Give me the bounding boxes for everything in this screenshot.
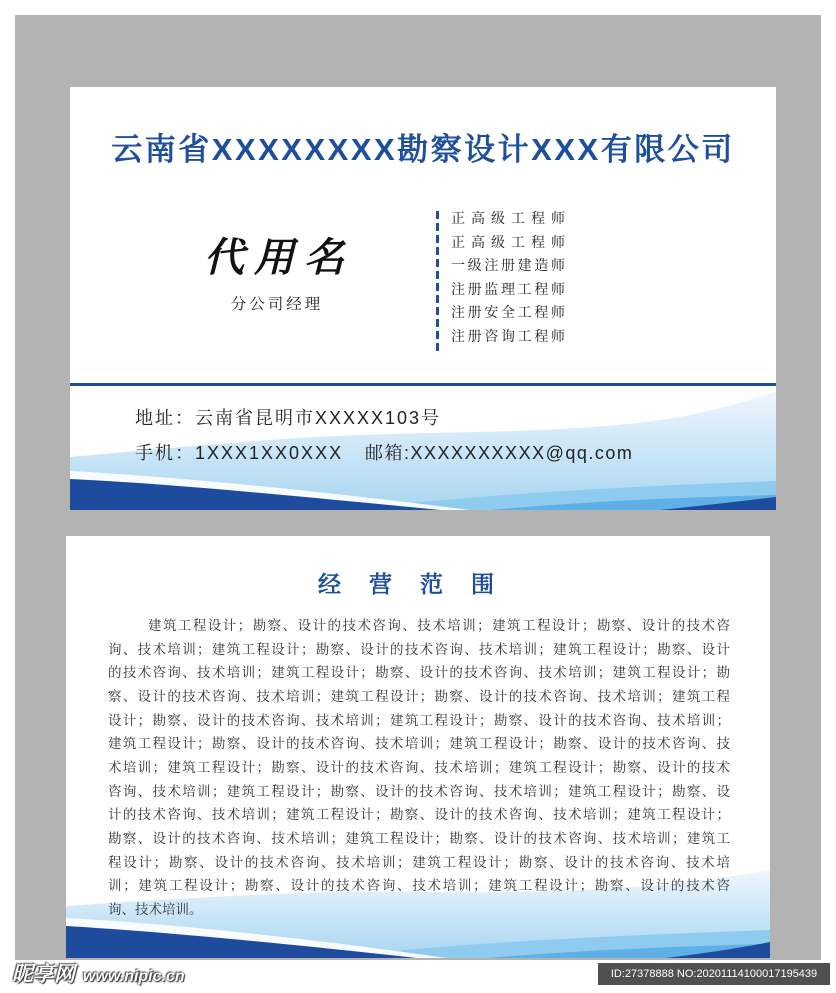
qualification-item: 一级注册建造师: [451, 258, 565, 274]
address-line: [135, 407, 441, 429]
dashed-divider: [436, 211, 439, 351]
scope-text-line: 察、设计的技术咨询、技术培训；建筑工程设计；勘察、设计的技术咨询、技术培训；建筑工程: [108, 689, 730, 705]
phone-line: [135, 442, 343, 464]
scope-text-line: 询、技术培训；建筑工程设计；勘察、设计的技术咨询、技术培训；建筑工程设计；勘察、设计: [108, 641, 730, 658]
person-title: 分公司经理: [230, 295, 324, 313]
business-card-front: [70, 87, 776, 510]
scope-text-line: 建筑工程设计；勘察、设计的技术咨询、技术培训；建筑工程设计；勘察、设计的技术咨: [148, 618, 730, 634]
phone-label: 手机：: [135, 443, 195, 463]
scope-text-line: 询、技术培训。: [108, 902, 203, 918]
qualification-item: 正高级工程师: [451, 234, 565, 251]
scope-text-line: 勘察、设计的技术咨询、技术培训；建筑工程设计；勘察、设计的技术咨询、技术培训；建筑工: [108, 831, 730, 847]
qualification-item: 注册咨询工程师: [451, 328, 565, 345]
scope-text-line: 训；建筑工程设计；勘察、设计的技术咨询、技术培训；建筑工程设计；勘察、设计的技术咨: [108, 878, 730, 895]
scope-text-line: 咨询、技术培训；建筑工程设计；勘察、设计的技术咨询、技术培训；建筑工程设计；勘察、设: [108, 783, 730, 800]
person-name: 代用名: [204, 234, 354, 281]
qualification-list: [451, 208, 565, 349]
address-label: 地址：: [135, 408, 195, 428]
email-value: XXXXXXXXXX@qq.com: [410, 443, 634, 463]
qualification-item: 注册监理工程师: [451, 281, 565, 298]
email-label: 邮箱:: [365, 443, 411, 463]
scope-text-line: 计的技术咨询、技术培训；建筑工程设计；勘察、设计的技术咨询、技术培训；建筑工程设计；: [108, 807, 730, 824]
watermark-logo-text: 昵享网: [12, 963, 75, 986]
address-value: 云南省昆明市XXXXX103号: [195, 408, 442, 428]
horizontal-divider: [70, 383, 776, 386]
scope-text-line: 的技术咨询、技术培训；建筑工程设计；勘察、设计的技术咨询、技术培训；建筑工程设计；勘: [108, 665, 730, 682]
scope-text-line: 设计；勘察、设计的技术咨询、技术培训；建筑工程设计；勘察、设计的技术咨询、技术培训；: [108, 712, 730, 729]
scope-text-line: 术培训；建筑工程设计；勘察、设计的技术咨询、技术培训；建筑工程设计；勘察、设计的技术: [108, 760, 730, 776]
qualification-item: 正高级工程师: [451, 211, 565, 227]
company-name: 云南省XXXXXXXX勘察设计XXX有限公司: [111, 132, 735, 167]
phone-value: 1XXX1XX0XXX: [195, 443, 344, 463]
email-line: [365, 442, 633, 464]
watermark-url: www.nipic.cn: [83, 968, 185, 985]
business-card-back: [66, 536, 770, 958]
qualification-item: 注册安全工程师: [451, 305, 565, 321]
watermark-logo: [12, 961, 185, 989]
scope-text-line: 程设计；勘察、设计的技术咨询、技术培训；建筑工程设计；勘察、设计的技术咨询、技术培: [108, 854, 730, 871]
watermark-id-badge: ID:27378888 NO:20201114100017195439: [598, 963, 830, 985]
scope-text-line: 建筑工程设计；勘察、设计的技术咨询、技术培训；建筑工程设计；勘察、设计的技术咨询、技: [108, 736, 730, 753]
scope-heading: 经 营 范 围: [317, 572, 505, 598]
